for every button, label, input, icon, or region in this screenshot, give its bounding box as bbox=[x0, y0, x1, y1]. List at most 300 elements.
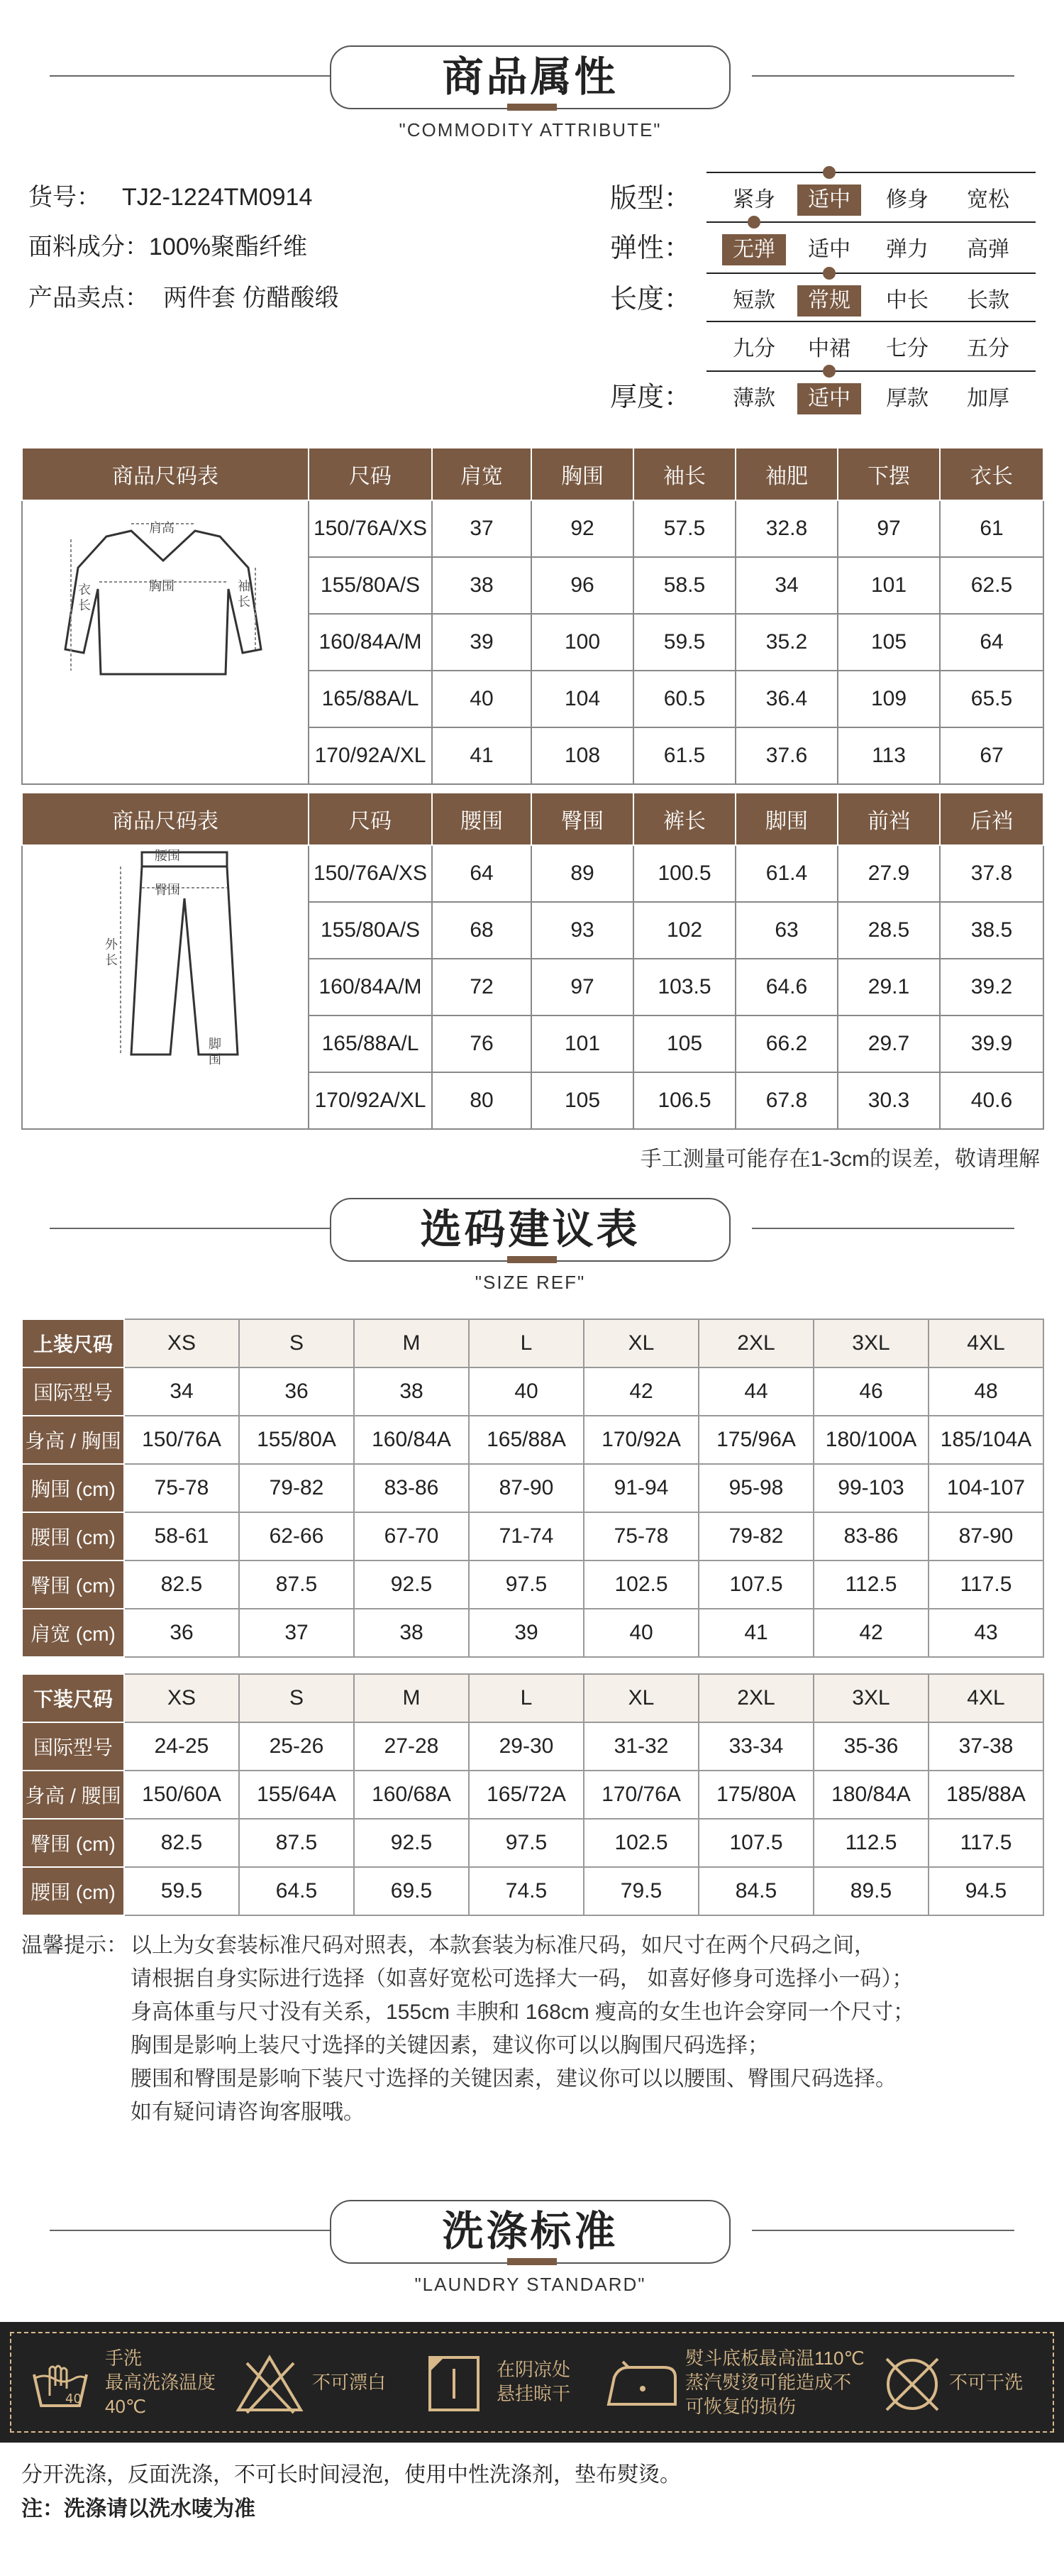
ref-top-cell: 117.5 bbox=[929, 1561, 1043, 1609]
selling-row bbox=[28, 278, 338, 313]
ref-top-cell: 92.5 bbox=[354, 1561, 469, 1609]
laundry-shade-dry-text bbox=[497, 2357, 570, 2406]
ref-top-cell: 87.5 bbox=[239, 1561, 354, 1609]
attribute-label: 版型： bbox=[610, 184, 692, 214]
ref-bottom-cell: 37-38 bbox=[929, 1722, 1043, 1771]
ref-bottom-row bbox=[22, 1819, 1043, 1867]
bottom-table-cell: 150/76A/XS bbox=[309, 845, 432, 902]
ref-top-cell: XS bbox=[124, 1319, 239, 1367]
bottom-table-cell: 64.6 bbox=[736, 959, 838, 1015]
attribute-option: 长款 bbox=[967, 289, 1009, 312]
selling-label: 产品卖点： bbox=[28, 285, 149, 312]
sku-label: 货号： bbox=[28, 184, 101, 211]
bottom-table-title: 商品尺码表 bbox=[22, 793, 309, 845]
top-table-cell: 97 bbox=[838, 500, 940, 557]
ref-top-row bbox=[22, 1464, 1043, 1512]
ref-bottom-cell: 31-32 bbox=[584, 1722, 699, 1771]
top-table-cell: 101 bbox=[838, 557, 940, 614]
ref-top-cell: 42 bbox=[814, 1609, 929, 1657]
ref-bottom-cell: 165/72A bbox=[469, 1771, 584, 1819]
laundry-text-line: 在阴凉处 bbox=[497, 2359, 571, 2380]
ref-top-cell: S bbox=[239, 1319, 354, 1367]
bottom-table-header-cell: 前裆 bbox=[838, 793, 940, 845]
care-note: 注：洗涤请以洗水唛为准 bbox=[21, 2497, 255, 2521]
ref-top-cell: 3XL bbox=[814, 1319, 929, 1367]
ref-top-cell: 42 bbox=[584, 1367, 699, 1416]
section1-line-right bbox=[752, 75, 1014, 77]
top-table-cell: 109 bbox=[838, 671, 940, 727]
ref-bottom-cell: L bbox=[469, 1674, 584, 1722]
bottom-table-cell: 76 bbox=[432, 1015, 531, 1072]
ref-bottom-cell: S bbox=[239, 1674, 354, 1722]
ref-top-cell: 40 bbox=[584, 1609, 699, 1657]
bottom-table-header-cell: 腰围 bbox=[432, 793, 531, 845]
top-table-cell: 96 bbox=[531, 557, 633, 614]
top-table-cell: 61.5 bbox=[633, 727, 736, 784]
bottom-table-cell: 66.2 bbox=[736, 1015, 838, 1072]
fabric-row bbox=[28, 227, 307, 262]
sku-value: TJ2-1224TM0914 bbox=[122, 184, 313, 211]
ref-bottom-header-row bbox=[22, 1674, 1043, 1722]
ref-bottom-cell: 84.5 bbox=[699, 1867, 814, 1915]
laundry-text-line: 不可漂白 bbox=[312, 2372, 387, 2393]
section1-line-left bbox=[50, 75, 330, 77]
laundry-no-bleach-text bbox=[312, 2370, 386, 2394]
ref-bottom-cell: 89.5 bbox=[814, 1867, 929, 1915]
ref-bottom-cell: 170/76A bbox=[584, 1771, 699, 1819]
attribute-option: 常规 bbox=[797, 285, 861, 317]
ref-top-cell: 43 bbox=[929, 1609, 1043, 1657]
section2-subtitle: "SIZE REF" bbox=[475, 1272, 586, 1293]
no-bleach-icon bbox=[234, 2353, 305, 2414]
bottom-table-cell: 68 bbox=[432, 902, 531, 959]
ref-bottom-table bbox=[21, 1673, 1044, 1916]
top-table-cell: 104 bbox=[531, 671, 633, 727]
top-figure-length-label: 衣长 bbox=[78, 583, 91, 612]
attribute-option: 九分 bbox=[733, 337, 775, 360]
ref-top-cell: 87-90 bbox=[929, 1512, 1043, 1561]
pants-figure-waist-label: 腰围 bbox=[155, 849, 180, 863]
top-table-cell: 34 bbox=[736, 557, 838, 614]
bottom-table-cell: 103.5 bbox=[633, 959, 736, 1015]
tips-line: 身高体重与尺寸没有关系，155cm 丰腴和 168cm 瘦高的女生也许会穿同一个尺寸； bbox=[131, 2000, 915, 2024]
laundry-text-line: 蒸汽熨烫可能造成不 bbox=[685, 2372, 852, 2393]
laundry-text-line: 手洗 bbox=[105, 2347, 143, 2369]
pants-figure-length-label: 外长 bbox=[105, 937, 118, 967]
section1-title-accent bbox=[507, 104, 557, 111]
ref-top-cell: 44 bbox=[699, 1367, 814, 1416]
ref-bottom-label-cell: 下装尺码 bbox=[22, 1674, 124, 1722]
ref-bottom-cell: M bbox=[354, 1674, 469, 1722]
top-table-cell: 57.5 bbox=[633, 500, 736, 557]
ref-top-cell: 48 bbox=[929, 1367, 1043, 1416]
bottom-table-cell: 106.5 bbox=[633, 1072, 736, 1129]
ref-top-cell: 107.5 bbox=[699, 1561, 814, 1609]
ref-bottom-cell: 180/84A bbox=[814, 1771, 929, 1819]
attribute-option: 适中 bbox=[797, 185, 861, 216]
bottom-table-cell: 102 bbox=[633, 902, 736, 959]
laundry-text-line: 熨斗底板最高温110℃ bbox=[685, 2347, 865, 2369]
section3-line-right bbox=[752, 2230, 1014, 2231]
ref-bottom-cell: 4XL bbox=[929, 1674, 1043, 1722]
ref-bottom-cell: 185/88A bbox=[929, 1771, 1043, 1819]
top-table-cell: 40 bbox=[432, 671, 531, 727]
ref-top-cell: 37 bbox=[239, 1609, 354, 1657]
ref-bottom-cell: 107.5 bbox=[699, 1819, 814, 1867]
ref-top-cell: 83-86 bbox=[354, 1464, 469, 1512]
hand-wash-icon bbox=[28, 2355, 92, 2411]
bottom-table-cell: 105 bbox=[633, 1015, 736, 1072]
ref-bottom-cell: 102.5 bbox=[584, 1819, 699, 1867]
attribute-marker bbox=[748, 216, 760, 229]
attribute-option: 加厚 bbox=[967, 387, 1009, 410]
top-table-cell: 41 bbox=[432, 727, 531, 784]
ref-top-label-cell: 胸围 (cm) bbox=[22, 1464, 124, 1512]
attribute-marker bbox=[823, 365, 836, 378]
ref-top-cell: 170/92A bbox=[584, 1416, 699, 1464]
top-table-cell: 35.2 bbox=[736, 614, 838, 671]
ref-top-cell: 160/84A bbox=[354, 1416, 469, 1464]
bottom-table-cell: 29.1 bbox=[838, 959, 940, 1015]
ref-bottom-cell: 2XL bbox=[699, 1674, 814, 1722]
bottom-table-cell: 93 bbox=[531, 902, 633, 959]
attribute-rule bbox=[706, 273, 1036, 274]
ref-bottom-cell: 74.5 bbox=[469, 1867, 584, 1915]
bottom-table-cell: 39.2 bbox=[940, 959, 1043, 1015]
top-table-cell: 37 bbox=[432, 500, 531, 557]
top-figure-chest-label: 胸围 bbox=[149, 579, 174, 593]
ref-top-cell: 2XL bbox=[699, 1319, 814, 1367]
tips-line: 以上为女套装标准尺码对照表，本款套装为标准尺码，如尺寸在两个尺码之间， bbox=[131, 1934, 875, 1957]
attribute-option: 薄款 bbox=[733, 387, 775, 410]
ref-bottom-cell: 24-25 bbox=[124, 1722, 239, 1771]
ref-bottom-cell: 150/60A bbox=[124, 1771, 239, 1819]
section3-line-left bbox=[50, 2230, 330, 2231]
top-table-cell: 165/88A/L bbox=[309, 671, 432, 727]
ref-top-table bbox=[21, 1319, 1044, 1658]
ref-bottom-cell: 92.5 bbox=[354, 1819, 469, 1867]
top-table-cell: 39 bbox=[432, 614, 531, 671]
bottom-table-cell: 63 bbox=[736, 902, 838, 959]
tips-line: 腰围和臀围是影响下装尺寸选择的关键因素，建议你可以以腰围、臀围尺码选择。 bbox=[131, 2067, 897, 2091]
section1-title: 商品属性 bbox=[330, 45, 731, 109]
laundry-no-dry-clean-text bbox=[949, 2370, 1023, 2394]
attribute-option: 弹力 bbox=[886, 238, 929, 261]
ref-top-cell: 82.5 bbox=[124, 1561, 239, 1609]
top-table-cell: 92 bbox=[531, 500, 633, 557]
laundry-text-line: 可恢复的损伤 bbox=[685, 2396, 797, 2417]
pants-figure-hip-label: 臀围 bbox=[155, 883, 180, 897]
bottom-table-cell: 100.5 bbox=[633, 845, 736, 902]
ref-top-label-cell: 上装尺码 bbox=[22, 1319, 124, 1367]
top-table-header-cell: 袖肥 bbox=[736, 448, 838, 500]
ref-bottom-cell: 33-34 bbox=[699, 1722, 814, 1771]
ref-top-cell: 104-107 bbox=[929, 1464, 1043, 1512]
bottom-table-cell: 72 bbox=[432, 959, 531, 1015]
ref-top-row bbox=[22, 1561, 1043, 1609]
ref-top-cell: 75-78 bbox=[124, 1464, 239, 1512]
care-text: 分开洗涤，反面洗涤，不可长时间浸泡，使用中性洗涤剂，垫布熨烫。 bbox=[21, 2463, 681, 2487]
top-table-cell: 32.8 bbox=[736, 500, 838, 557]
ref-bottom-cell: 94.5 bbox=[929, 1867, 1043, 1915]
sku-row bbox=[28, 177, 312, 212]
top-figure-shoulder-label: 肩高 bbox=[149, 521, 174, 535]
top-table-cell: 58.5 bbox=[633, 557, 736, 614]
ref-top-cell: 165/88A bbox=[469, 1416, 584, 1464]
tips-line: 请根据自身实际进行选择（如喜好宽松可选择大一码， 如喜好修身可选择小一码）； bbox=[131, 1967, 914, 1991]
ref-top-cell: 38 bbox=[354, 1609, 469, 1657]
ref-top-cell: 102.5 bbox=[584, 1561, 699, 1609]
ref-top-row bbox=[22, 1367, 1043, 1416]
top-table-cell: 62.5 bbox=[940, 557, 1043, 614]
top-table-header-cell: 袖长 bbox=[633, 448, 736, 500]
ref-top-cell: 79-82 bbox=[239, 1464, 354, 1512]
ref-top-cell: 38 bbox=[354, 1367, 469, 1416]
ref-bottom-cell: 3XL bbox=[814, 1674, 929, 1722]
top-figure-sleeve-label: 袖长 bbox=[238, 579, 250, 609]
bottom-table-cell: 67.8 bbox=[736, 1072, 838, 1129]
top-table-header-cell: 衣长 bbox=[940, 448, 1043, 500]
attribute-marker bbox=[823, 267, 836, 280]
ref-top-cell: 91-94 bbox=[584, 1464, 699, 1512]
ref-top-cell: 34 bbox=[124, 1367, 239, 1416]
ref-top-cell: 67-70 bbox=[354, 1512, 469, 1561]
bottom-table-header-cell: 臀围 bbox=[531, 793, 633, 845]
fabric-label: 面料成分： bbox=[28, 233, 149, 260]
top-table-cell: 59.5 bbox=[633, 614, 736, 671]
ref-top-cell: 46 bbox=[814, 1367, 929, 1416]
attribute-option: 紧身 bbox=[733, 188, 775, 211]
attribute-option: 中裙 bbox=[808, 337, 850, 360]
bottom-table-cell: 27.9 bbox=[838, 845, 940, 902]
top-table-cell: 108 bbox=[531, 727, 633, 784]
laundry-hand-wash-text bbox=[105, 2346, 216, 2418]
ref-top-row bbox=[22, 1512, 1043, 1561]
top-table-header-cell: 尺码 bbox=[309, 448, 432, 500]
selling-value: 两件套 仿醋酸缎 bbox=[163, 285, 339, 312]
attribute-label: 长度： bbox=[610, 285, 692, 314]
ref-top-cell: 75-78 bbox=[584, 1512, 699, 1561]
fabric-value: 100%聚酯纤维 bbox=[149, 233, 307, 260]
top-table-cell: 113 bbox=[838, 727, 940, 784]
ref-top-cell: 79-82 bbox=[699, 1512, 814, 1561]
ref-bottom-label-cell: 国际型号 bbox=[22, 1722, 124, 1771]
bottom-table-cell: 61.4 bbox=[736, 845, 838, 902]
bottom-table-header-cell: 裤长 bbox=[633, 793, 736, 845]
ref-top-cell: 97.5 bbox=[469, 1561, 584, 1609]
tips-label: 温馨提示： bbox=[21, 1934, 128, 1957]
attribute-option: 七分 bbox=[886, 337, 929, 360]
top-table-cell: 64 bbox=[940, 614, 1043, 671]
top-table-cell: 105 bbox=[838, 614, 940, 671]
ref-top-cell: 36 bbox=[239, 1367, 354, 1416]
top-table-cell: 61 bbox=[940, 500, 1043, 557]
tips-text bbox=[131, 1929, 914, 2129]
bottom-table-cell: 37.8 bbox=[940, 845, 1043, 902]
ref-top-label-cell: 身高 / 胸围 bbox=[22, 1416, 124, 1464]
ref-top-cell: 36 bbox=[124, 1609, 239, 1657]
section2-title-accent bbox=[507, 1256, 557, 1263]
attribute-option: 无弹 bbox=[722, 234, 786, 265]
section1-subtitle: "COMMODITY ATTRIBUTE" bbox=[399, 119, 662, 141]
ref-top-cell: 39 bbox=[469, 1609, 584, 1657]
tips-line: 胸围是影响上装尺寸选择的关键因素，建议你可以以胸围尺码选择； bbox=[131, 2034, 769, 2057]
ref-bottom-cell: 25-26 bbox=[239, 1722, 354, 1771]
attribute-label: 弹性： bbox=[610, 233, 692, 263]
ref-bottom-cell: 29-30 bbox=[469, 1722, 584, 1771]
section2-title: 选码建议表 bbox=[330, 1198, 731, 1262]
ref-top-label-cell: 腰围 (cm) bbox=[22, 1512, 124, 1561]
attribute-label: 厚度： bbox=[610, 382, 692, 412]
attribute-option: 中长 bbox=[886, 289, 929, 312]
ref-top-cell: 4XL bbox=[929, 1319, 1043, 1367]
ref-bottom-cell: 117.5 bbox=[929, 1819, 1043, 1867]
ref-top-row bbox=[22, 1416, 1043, 1464]
ref-top-cell: 83-86 bbox=[814, 1512, 929, 1561]
bottom-table-header-cell: 脚围 bbox=[736, 793, 838, 845]
ref-bottom-row bbox=[22, 1771, 1043, 1819]
laundry-iron-text bbox=[685, 2346, 865, 2418]
ref-bottom-cell: 112.5 bbox=[814, 1819, 929, 1867]
bottom-table-cell: 39.9 bbox=[940, 1015, 1043, 1072]
ref-top-label-cell: 国际型号 bbox=[22, 1367, 124, 1416]
pants-figure-hem-label: 脚围 bbox=[209, 1037, 221, 1067]
bottom-table-cell: 160/84A/M bbox=[309, 959, 432, 1015]
top-table-cell: 37.6 bbox=[736, 727, 838, 784]
attribute-option: 适中 bbox=[808, 238, 850, 261]
bottom-table-cell: 28.5 bbox=[838, 902, 940, 959]
attribute-option: 短款 bbox=[733, 289, 775, 312]
bottom-table-cell: 30.3 bbox=[838, 1072, 940, 1129]
ref-top-cell: 99-103 bbox=[814, 1464, 929, 1512]
ref-bottom-row bbox=[22, 1722, 1043, 1771]
ref-bottom-cell: XL bbox=[584, 1674, 699, 1722]
top-table-title: 商品尺码表 bbox=[22, 448, 309, 500]
ref-bottom-cell: 27-28 bbox=[354, 1722, 469, 1771]
section2-line-left bbox=[50, 1228, 330, 1229]
section3-title-accent bbox=[507, 2258, 557, 2265]
ref-top-cell: 40 bbox=[469, 1367, 584, 1416]
no-dry-clean-icon bbox=[880, 2352, 945, 2417]
ref-top-cell: 58-61 bbox=[124, 1512, 239, 1561]
bottom-table-cell: 97 bbox=[531, 959, 633, 1015]
bottom-table-header-cell: 后裆 bbox=[940, 793, 1043, 845]
ref-top-row bbox=[22, 1609, 1043, 1657]
top-table-cell: 36.4 bbox=[736, 671, 838, 727]
bottom-table-cell: 155/80A/S bbox=[309, 902, 432, 959]
ref-top-cell: 180/100A bbox=[814, 1416, 929, 1464]
ref-top-cell: 112.5 bbox=[814, 1561, 929, 1609]
ref-top-header-row bbox=[22, 1319, 1043, 1367]
attribute-option: 修身 bbox=[886, 188, 929, 211]
attribute-option: 五分 bbox=[967, 337, 1009, 360]
section3-title: 洗涤标准 bbox=[330, 2200, 731, 2264]
ref-top-cell: 87-90 bbox=[469, 1464, 584, 1512]
bottom-table-header-cell: 尺码 bbox=[309, 793, 432, 845]
bottom-table-cell: 64 bbox=[432, 845, 531, 902]
top-table-header-cell: 肩宽 bbox=[432, 448, 531, 500]
bottom-table-cell: 29.7 bbox=[838, 1015, 940, 1072]
ref-bottom-cell: XS bbox=[124, 1674, 239, 1722]
ref-top-cell: 185/104A bbox=[929, 1416, 1043, 1464]
top-table-header-cell: 下摆 bbox=[838, 448, 940, 500]
ref-bottom-cell: 35-36 bbox=[814, 1722, 929, 1771]
ref-bottom-cell: 155/64A bbox=[239, 1771, 354, 1819]
bottom-table-cell: 40.6 bbox=[940, 1072, 1043, 1129]
bottom-table-cell: 105 bbox=[531, 1072, 633, 1129]
bottom-table-cell: 170/92A/XL bbox=[309, 1072, 432, 1129]
attribute-rule bbox=[706, 321, 1036, 322]
top-table-header-cell: 胸围 bbox=[531, 448, 633, 500]
laundry-text-line: 不可干洗 bbox=[949, 2372, 1024, 2393]
ref-top-cell: 95-98 bbox=[699, 1464, 814, 1512]
bottom-table-cell: 38.5 bbox=[940, 902, 1043, 959]
ref-top-cell: 62-66 bbox=[239, 1512, 354, 1561]
iron-icon bbox=[603, 2360, 681, 2410]
ref-bottom-label-cell: 腰围 (cm) bbox=[22, 1867, 124, 1915]
ref-top-cell: 41 bbox=[699, 1609, 814, 1657]
attribute-rule bbox=[706, 172, 1036, 173]
tips-line: 如有疑问请咨询客服哦。 bbox=[131, 2101, 365, 2124]
ref-bottom-cell: 82.5 bbox=[124, 1819, 239, 1867]
ref-top-cell: L bbox=[469, 1319, 584, 1367]
ref-bottom-label-cell: 臀围 (cm) bbox=[22, 1819, 124, 1867]
bottom-table-cell: 80 bbox=[432, 1072, 531, 1129]
ref-top-label-cell: 肩宽 (cm) bbox=[22, 1609, 124, 1657]
top-table-cell: 170/92A/XL bbox=[309, 727, 432, 784]
ref-bottom-cell: 87.5 bbox=[239, 1819, 354, 1867]
top-table-cell: 160/84A/M bbox=[309, 614, 432, 671]
ref-top-cell: M bbox=[354, 1319, 469, 1367]
measure-note: 手工测量可能存在1-3cm的误差，敬请理解 bbox=[640, 1147, 1040, 1171]
ref-top-label-cell: 臀围 (cm) bbox=[22, 1561, 124, 1609]
attribute-rule bbox=[706, 370, 1036, 372]
ref-top-cell: 150/76A bbox=[124, 1416, 239, 1464]
ref-bottom-cell: 79.5 bbox=[584, 1867, 699, 1915]
ref-top-cell: 71-74 bbox=[469, 1512, 584, 1561]
attribute-option: 宽松 bbox=[967, 188, 1009, 211]
ref-bottom-cell: 160/68A bbox=[354, 1771, 469, 1819]
section2-line-right bbox=[752, 1228, 1014, 1229]
bottom-table-cell: 165/88A/L bbox=[309, 1015, 432, 1072]
top-table-cell: 67 bbox=[940, 727, 1043, 784]
ref-bottom-row bbox=[22, 1867, 1043, 1915]
attribute-option: 适中 bbox=[797, 383, 861, 414]
line-dry-shade-icon bbox=[426, 2353, 482, 2414]
ref-bottom-cell: 69.5 bbox=[354, 1867, 469, 1915]
ref-bottom-cell: 175/80A bbox=[699, 1771, 814, 1819]
ref-bottom-cell: 97.5 bbox=[469, 1819, 584, 1867]
section3-subtitle: "LAUNDRY STANDARD" bbox=[414, 2274, 646, 2295]
laundry-bar bbox=[0, 2322, 1064, 2443]
laundry-text-line: 40℃ bbox=[105, 2396, 147, 2417]
attribute-option: 厚款 bbox=[886, 387, 929, 410]
ref-bottom-label-cell: 身高 / 腰围 bbox=[22, 1771, 124, 1819]
ref-top-cell: 175/96A bbox=[699, 1416, 814, 1464]
top-table-cell: 60.5 bbox=[633, 671, 736, 727]
top-table-cell: 100 bbox=[531, 614, 633, 671]
bottom-table-cell: 89 bbox=[531, 845, 633, 902]
top-table-cell: 155/80A/S bbox=[309, 557, 432, 614]
attribute-option: 高弹 bbox=[967, 238, 1009, 261]
top-table-cell: 150/76A/XS bbox=[309, 500, 432, 557]
bottom-table-cell: 101 bbox=[531, 1015, 633, 1072]
ref-top-cell: XL bbox=[584, 1319, 699, 1367]
ref-bottom-cell: 64.5 bbox=[239, 1867, 354, 1915]
ref-bottom-cell: 59.5 bbox=[124, 1867, 239, 1915]
svg-text:40: 40 bbox=[65, 2391, 82, 2406]
top-table-cell: 38 bbox=[432, 557, 531, 614]
